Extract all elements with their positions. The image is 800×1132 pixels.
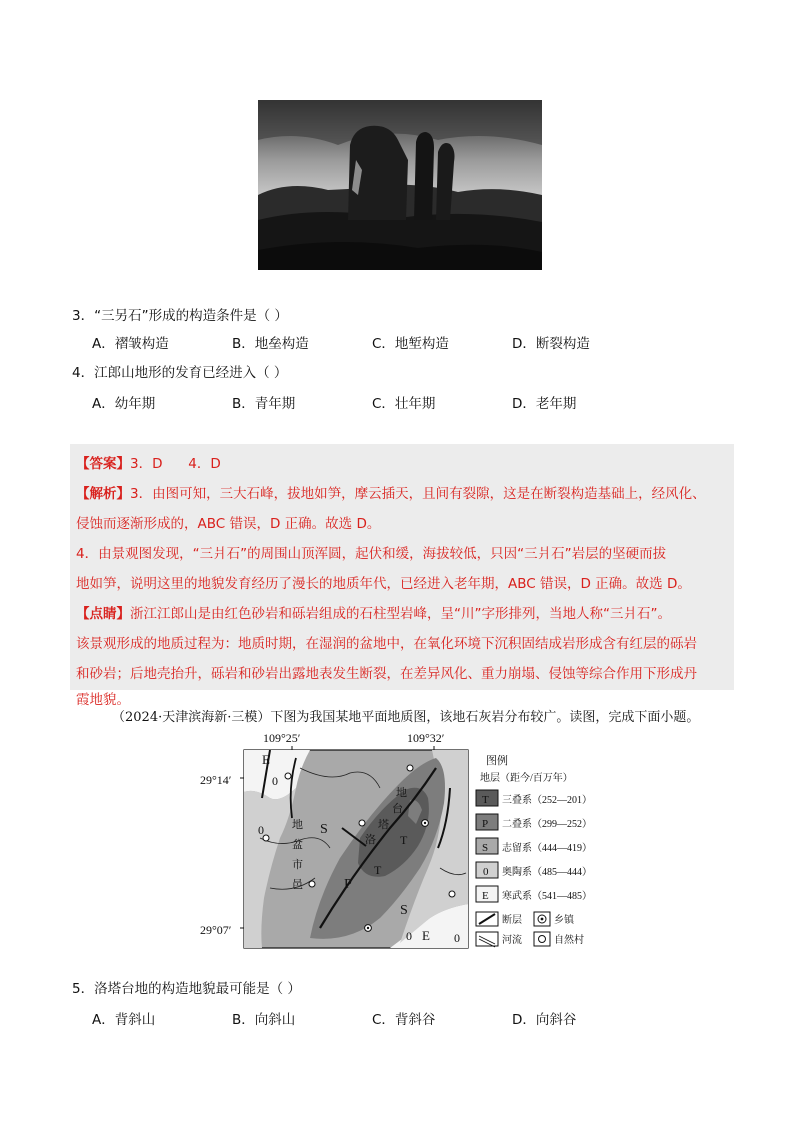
q4-option-c[interactable]: C．壮年期 [372,396,436,412]
comment-line-2: 该景观形成的地质过程为：地质时期，在湿润的盆地中，在氧化环境下沉积固结成岩形成含有红层的砾岩 [76,636,697,652]
map-lon-left: 109°25′ [263,731,301,745]
q5-option-a[interactable]: A．背斜山 [92,1012,156,1028]
map-question-intro: （2024·天津滨海新·三模）下图为我国某地平面地质图，该地石灰岩分布较广。读图，完成下面小题。 [112,710,700,725]
comment-line-4: 霞地貌。 [76,692,130,708]
legend-sym-T: T [482,794,489,806]
legend-sym-S: S [482,842,489,854]
q5-option-b[interactable]: B．向斜山 [232,1012,296,1028]
label-luo: 洛 [365,834,376,846]
question-5-options [92,1008,652,1028]
label-E-bottom: E [422,928,430,943]
label-tai: 台 [392,803,403,815]
q4-option-d[interactable]: D．老年期 [512,396,577,412]
legend-sym-P: P [482,818,489,830]
legend-sym-O: 0 [483,866,489,878]
map-lat-top: 29°14′ [200,773,232,787]
legend-item-E [476,886,592,902]
legend-town: 乡镇 [554,915,574,926]
geologic-map [200,728,610,953]
legend-title: 图例 [486,755,508,767]
map-lon-right: 109°32′ [407,731,445,745]
q4-option-a[interactable]: A．幼年期 [92,396,156,412]
comment-line-1 [76,602,671,622]
label-O-left: 0 [258,823,264,837]
legend-item-P [476,814,592,830]
label-T2: T [374,863,382,877]
map-lat-bottom: 29°07′ [200,923,232,937]
question-3-stem: 3．“三另石”形成的构造条件是（ ） [72,308,288,324]
label-S-left: S [320,822,328,837]
legend-label-O: 奥陶系（485—444） [502,867,592,878]
label-di: 地 [292,819,303,831]
comment-tag: 【点睛】 [76,606,130,622]
question-5-stem: 5．洛塔台地的构造地貌最可能是（ ） [72,981,301,997]
rock-pillar-photo [258,100,542,270]
analysis-line-2: 侵蚀而逐渐形成的，ABC 错误，D 正确。故选 D。 [76,516,381,532]
q5-option-d[interactable]: D．向斜谷 [512,1012,577,1028]
comment-line-3: 和砂岩；后地壳抬升，砾岩和砂岩出露地表发生断裂，在差异风化、重力崩塌、侵蚀等综合作用下形成丹 [76,666,697,682]
label-shi: 市 [292,859,303,871]
q3-option-d[interactable]: D．断裂构造 [512,336,590,352]
map-legend [476,753,592,947]
q3-option-c[interactable]: C．地堑构造 [372,336,449,352]
q3-option-a[interactable]: A．褶皱构造 [92,336,169,352]
q5-option-c[interactable]: C．背斜谷 [372,1012,436,1028]
label-di2: 地 [396,787,407,799]
label-S-right: S [400,903,408,918]
answer-content: 3．D 4．D [130,456,221,472]
legend-river: 河流 [502,935,522,946]
label-P: P [344,877,352,892]
label-O-bottom-right: 0 [454,931,460,945]
analysis-text-1: 3．由图可知，三大石峰，拔地如笋，摩云插天，且间有裂隙，这是在断裂构造基础上，经风化、 [130,486,706,502]
legend-label-T: 三叠系（252—201） [502,795,592,806]
label-O-bottom: 0 [406,929,412,943]
analysis-line-1 [76,482,706,502]
label-E-top: E [262,752,270,767]
legend-sym-E: E [482,890,489,902]
label-T1: T [400,833,408,847]
analysis-line-3: 4．由景观图发现，“三爿石”的周围山顶浑圆，起伏和缓，海拔较低，只因“三爿石”岩层的坚硬而拔 [76,546,667,562]
answer-block-background [70,444,734,690]
q3-option-b[interactable]: B．地垒构造 [232,336,309,352]
question-4-options [92,392,652,412]
legend-label-S: 志留系（444—419） [502,843,592,854]
question-3-options [92,332,652,352]
legend-label-E: 寒武系（541—485） [502,891,592,902]
label-O-top: 0 [272,774,278,788]
answer-line [76,452,221,472]
legend-village: 自然村 [554,935,584,946]
legend-village-icon [539,936,546,943]
analysis-line-4: 地如笋，说明这里的地貌发育经历了漫长的地质年代，已经进入老年期，ABC 错误，D 正确。故选 D。 [76,576,691,592]
legend-label-P: 二叠系（299—252） [502,819,592,830]
question-4-stem: 4．江郎山地形的发育已经进入（ ） [72,365,288,381]
legend-item-T [476,790,592,806]
label-ta: 塔 [378,819,389,831]
label-pen: 盆 [292,839,303,851]
q4-option-b[interactable]: B．青年期 [232,396,296,412]
label-ji: 邑 [292,879,303,891]
legend-item-S [476,838,592,854]
legend-item-O [476,862,592,878]
analysis-tag: 【解析】 [76,486,130,502]
answer-tag: 【答案】 [76,456,130,472]
legend-fault: 断层 [502,915,522,926]
comment-text-1: 浙江江郎山是由红色砂岩和砾岩组成的石柱型岩峰，呈“川”字形排列，当地人称“三爿石”。 [130,606,671,622]
legend-subtitle: 地层（距今/百万年） [480,773,573,784]
